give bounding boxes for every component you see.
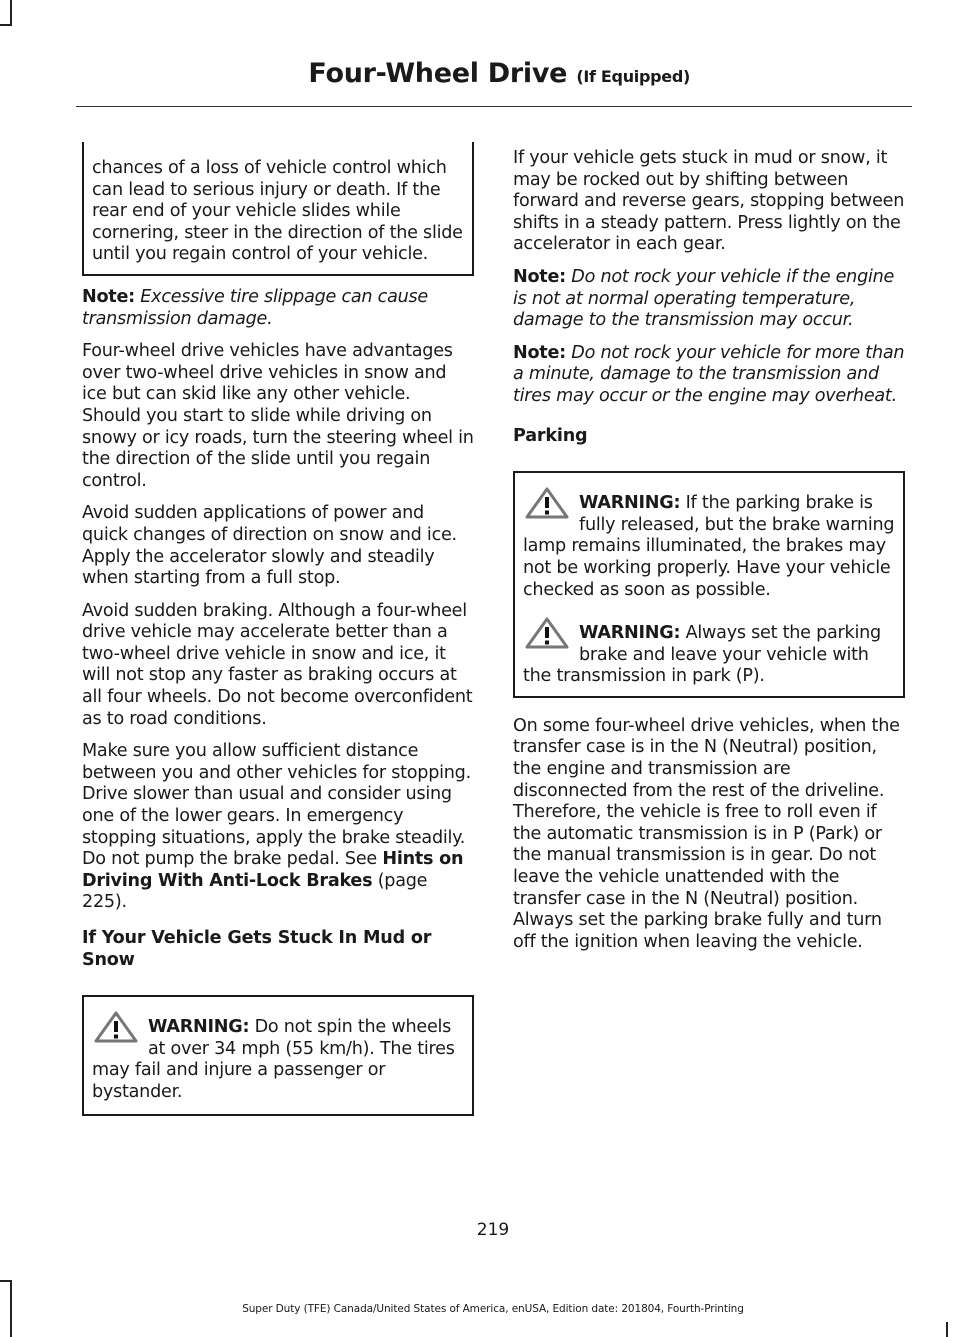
- warning-text: If the parking brake is fully released, but the brake warning lamp remains illuminated, the brakes may not be working properly. Have your vehicle checked as soon as possible.: [523, 493, 895, 600]
- warning-triangle-icon: [92, 1011, 142, 1045]
- note-text: Do not rock your vehicle for more than a minute, damage to the transmission and tires may occur or the engine may overheat.: [513, 342, 905, 406]
- section-heading-parking: Parking: [513, 425, 588, 446]
- stopping-distance-text: Make sure you allow sufficient distance between you and other vehicles for stopping. Drive slower than usual and consider using one of the lower gears. In emergency stopping situations, apply the brake steadily. Do not pump the brake pedal. See: [82, 741, 471, 870]
- crop-mark: [0, 24, 12, 26]
- paragraph-stopping-distance: [82, 741, 474, 914]
- page-title: [308, 58, 690, 89]
- page-number: 219: [476, 1220, 510, 1240]
- crop-mark: [10, 0, 12, 26]
- paragraph-transfer-case-neutral: On some four-wheel drive vehicles, when the transfer case is in the N (Neutral) position, the engine and transmission are disconnected from the rest of the driveline. Therefore, the vehicle is free to roll even if the automatic transmission is in P (Park) or the manual transmission is in gear. Do not leave the vehicle unattended with the transfer case in the N (Neutral) position. Always set the parking brake fully and turn off the ignition when leaving the vehicle.: [513, 715, 900, 952]
- warning-box-wheel-spin: [82, 995, 474, 1115]
- right-column: [513, 148, 905, 964]
- warning-label: WARNING:: [148, 1017, 250, 1038]
- paragraph-avoid-sudden-power: Avoid sudden applications of power and quick changes of direction on snow and ice. Apply the accelerator slowly and steadily when starting from a full stop.: [82, 503, 457, 589]
- warning-text: Always set the parking brake and leave your vehicle with the transmission in park (P).: [523, 623, 881, 687]
- paragraph-avoid-sudden-braking: Avoid sudden braking. Although a four-wheel drive vehicle may accelerate better than a two-wheel drive vehicle in snow and ice, it will not stop any faster as braking occurs at all four wheels. Do not become overconfident as to road conditions.: [82, 600, 473, 729]
- page-title-qualifier: (If Equipped): [576, 67, 690, 86]
- warning-item-set-parking-brake: [523, 615, 897, 688]
- warning-triangle-icon: [523, 617, 573, 651]
- warning-paragraph: [92, 1017, 466, 1103]
- page-title-main: Four-Wheel Drive: [308, 58, 568, 89]
- crop-mark: [946, 1322, 948, 1337]
- note-text: Do not rock your vehicle if the engine is not at normal operating temperature, damage to the transmission may occur.: [513, 266, 895, 331]
- warning-item-parking-brake-lamp: [523, 485, 897, 601]
- note-rocking-duration: [513, 343, 905, 408]
- warning-label: WARNING:: [579, 493, 681, 514]
- left-column: [82, 142, 474, 1116]
- note-text: Excessive tire slippage can cause transmission damage.: [82, 286, 428, 329]
- note-label: Note:: [513, 266, 566, 287]
- note-engine-temperature: [513, 267, 905, 332]
- note-label: Note:: [513, 342, 566, 363]
- header-divider: [76, 106, 912, 107]
- warning-box-parking: [513, 471, 905, 698]
- warning-label: WARNING:: [579, 623, 681, 644]
- warning-paragraph: [523, 493, 897, 601]
- note-tire-slippage: [82, 287, 474, 330]
- warning-triangle-icon: [523, 487, 573, 521]
- cross-reference-page: (page 225).: [82, 870, 428, 913]
- edition-info: Super Duty (TFE) Canada/United States of America, enUSA, Edition date: 201804, Fourth-Printing: [242, 1303, 744, 1315]
- continued-warning-box: [82, 142, 474, 276]
- crop-mark: [0, 1280, 12, 1282]
- section-heading-stuck: If Your Vehicle Gets Stuck In Mud or Snow: [82, 928, 432, 970]
- note-label: Note:: [82, 286, 135, 307]
- warning-item: [92, 1009, 466, 1103]
- paragraph-rocking-out: If your vehicle gets stuck in mud or snow, it may be rocked out by shifting between forward and reverse gears, stopping between shifts in a steady pattern. Press lightly on the accelerator in each gear.: [513, 148, 905, 255]
- continued-warning-text: chances of a loss of vehicle control which can lead to serious injury or death. If the rear end of your vehicle slides while cornering, steer in the direction of the slide until you regain control of your vehicle.: [92, 158, 463, 265]
- warning-paragraph: [523, 623, 897, 688]
- warning-text: Do not spin the wheels at over 34 mph (55 km/h). The tires may fail and injure a passenger or bystander.: [92, 1017, 455, 1102]
- paragraph-4wd-advantages: Four-wheel drive vehicles have advantages over two-wheel drive vehicles in snow and ice but can skid like any other vehicle. Should you start to slide while driving on snowy or icy roads, turn the steering wheel in the direction of the slide until you regain control.: [82, 341, 474, 491]
- cross-reference-link[interactable]: Hints on Driving With Anti-Lock Brakes: [82, 849, 464, 891]
